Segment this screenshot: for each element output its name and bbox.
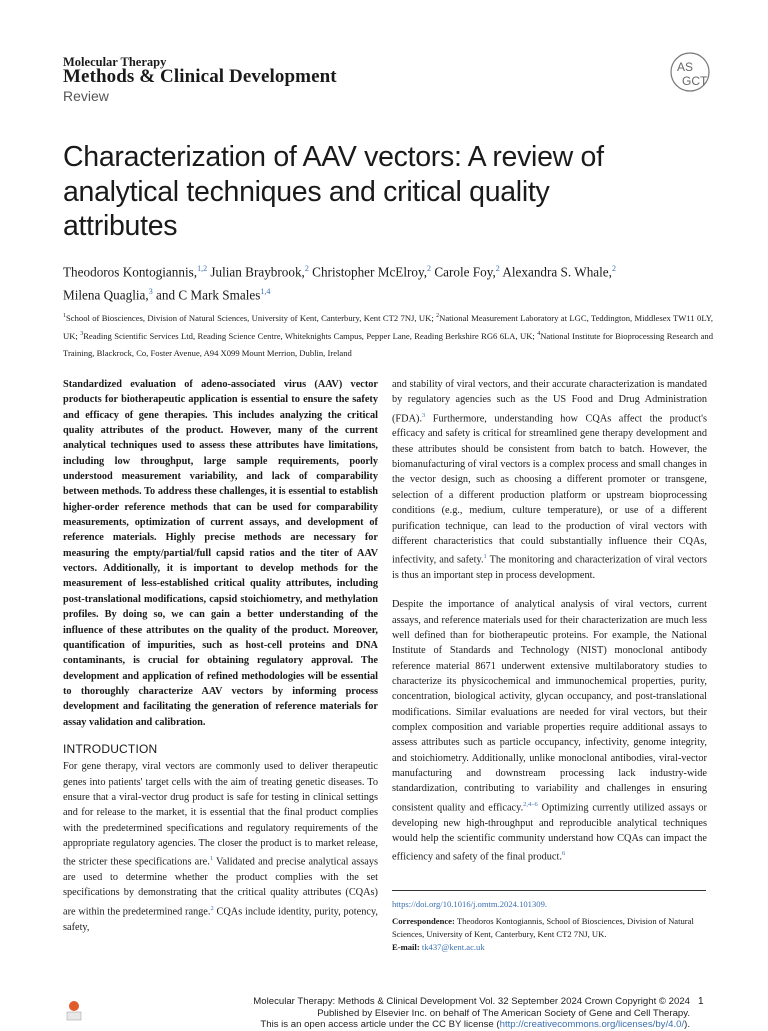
citation-link[interactable]: 2 bbox=[210, 904, 214, 912]
svg-text:GCT: GCT bbox=[682, 74, 708, 88]
svg-text:AS: AS bbox=[677, 60, 694, 74]
author-3: Christopher McElroy, bbox=[312, 264, 428, 280]
right-column bbox=[392, 377, 707, 865]
journal-name-small: Molecular Therapy bbox=[63, 55, 167, 69]
citation-link[interactable]: 1 bbox=[209, 855, 214, 863]
citation-link[interactable]: 1 bbox=[483, 553, 487, 561]
author-affiliation-ref[interactable]: 1,2 bbox=[197, 264, 208, 273]
page-number: 1 bbox=[698, 996, 704, 1007]
footnotes: https://doi.org/10.1016/j.omtm.2024.101309. Correspondence: Theodoros Kontogiannis, School of Biosciences, Division of Natural Sciences, University of Kent, Canterbury, Kent CT2 7NJ, UK. E-mail: tk437@kent.ac.uk bbox=[392, 899, 694, 952]
citation-link[interactable]: 6 bbox=[561, 850, 566, 858]
article-title: Characterization of AAV vectors: A review of analytical techniques and critical quality attributes bbox=[63, 141, 604, 242]
section-heading-introduction: INTRODUCTION bbox=[63, 741, 158, 756]
affiliations: $^1$School of Biosciences, Division of Natural Sciences, University of Kent, Canterbury, Kent CT2 7NJ, UK; $^2$National Measurement Laboratory at LGC, Teddington, Middlesex TW11 0LY, UK; $^3$Reading Scientific Services Ltd, Reading Science Centre, Whiteknights Campus, Pepper Lane, Reading Berkshire RG6 6LA, UK; $^4$National Institute for Bioprocessing Research and Training, Blackrock, Co, Foster Avenue, A94 X099 Mount Merrion, Dublin, Ireland bbox=[63, 312, 713, 358]
body-paragraph: and stability of viral vectors, and their accurate characterization is mandated by regulatory agencies such as the US Food and Drug Administration (FDA).$^3$ Furthermore, understanding how CQAs affect the product's efficacy and safety is critical for streamlined gene therapy development and these attributes should be consistent from batch to batch. However, the biomanufacturing of viral vectors is a complex process and small changes in the vector design, such as choosing a different promoter or transgene, selection of a different production platform or upstream bioprocessing conditions (e.g., medium, culture temperature), or use of a different purification technique, can lead to the production of viral vectors with different characteristics that could substantially influence their CQAs, infectivity, and safety.$^1$ The monitoring and characterization of viral vectors is thus an important step in process development. bbox=[392, 379, 707, 581]
citation-link[interactable]: 3 bbox=[422, 411, 426, 419]
author-affiliation-ref[interactable]: 2 bbox=[304, 264, 309, 273]
article-type: Review bbox=[63, 88, 109, 104]
author-6: Milena Quaglia, bbox=[63, 287, 149, 303]
page-footer: Molecular Therapy: Methods & Clinical Development Vol. 32 September 2024 Crown Copyright © 2024 Published by Elsevier Inc. on behalf of The American Society of Gene and Cell Therapy. This is an open access article under the CC BY license (http://creativecommons.org/licenses/by/4.0/). bbox=[253, 996, 690, 1030]
author-7: and C Mark Smales bbox=[156, 287, 261, 303]
author-2: Julian Braybrook, bbox=[210, 264, 305, 280]
journal-name-large: Methods & Clinical Development bbox=[63, 66, 337, 87]
intro-paragraph: For gene therapy, viral vectors are commonly used to deliver therapeutic genes into patients' target cells with the aim of treating genetic diseases. To ensure that a viral-vector drug product is safe for testing in clinical settings and for release to the market, it is essential that the final product complies with the predetermined specifications and regulatory requirements of the appropriate regulatory agencies. The closer the product is to market release, the stricter these specifications are.$^1$ Validated and precise analytical assays are used to determine whether the product complies with the set specifications by demonstrating that the critical quality attributes (CQAs) are within the predetermined range.$^2$ CQAs include identity, purity, potency, safety, bbox=[63, 761, 378, 933]
author-1: Theodoros Kontogiannis, bbox=[63, 264, 198, 280]
doi-link[interactable]: https://doi.org/10.1016/j.omtm.2024.101309. bbox=[392, 899, 548, 909]
author-5: Alexandra S. Whale, bbox=[502, 264, 612, 280]
body-paragraph: Despite the importance of analytical analysis of viral vectors, current assays, and reference materials used for their characterization are much less well defined than for biotherapeutic proteins. For example, the National Institute of Standards and Technology (NIST) monoclonal antibody reference material 8671 underwent extensive multilaboratory studies to characterize its physicochemical and immunochemical properties, purity, concentration, biological activity, glycan occupancy, and post-translational modifications. Similar evaluations are needed for viral vectors, but their complex composition and variable properties require additional assays to assess attributes such as particle occupancy, infectivity, genome integrity, and stoichiometry. Additionally, unlike monoclonal antibodies, viral-vector manufacturing and downstream processing lack industry-wide standardization, contributing to variability and challenges in ensuring consistent quality and efficacy.$^{2,4-6}$ Optimizing currently utilized assays or developing new high-throughput and reproducible analytical techniques would help the scientific community understand how CQAs can impact the efficiency and safety of the final product.$^6$ bbox=[392, 599, 707, 863]
open-access-badge-icon[interactable] bbox=[64, 999, 84, 1021]
citation-link[interactable]: 2,4–6 bbox=[523, 800, 538, 808]
author-4: Carole Foy, bbox=[434, 264, 496, 280]
asgct-logo-icon bbox=[668, 50, 712, 94]
author-affiliation-ref[interactable]: 3 bbox=[148, 287, 153, 297]
author-list bbox=[63, 259, 723, 306]
footnote-divider bbox=[392, 890, 706, 891]
license-link[interactable]: http://creativecommons.org/licenses/by/4.0/ bbox=[499, 1019, 685, 1030]
email-link[interactable]: tk437@kent.ac.uk bbox=[419, 942, 485, 952]
author-affiliation-ref[interactable]: 1,4 bbox=[260, 287, 271, 297]
author-affiliation-ref[interactable]: 2 bbox=[495, 264, 500, 273]
abstract: Standardized evaluation of adeno-associated virus (AAV) vector products for biotherapeutic application is essential to ensure the safety and efficacy of gene therapies. This includes analyzing the critical quality attributes of the product. However, many of the current analytical techniques used to assess these attributes have limitations, including low throughput, large sample requirements, poorly understood measurement variability, and lack of comparability between methods. To address these challenges, it is essential to establish higher-order reference methods that can be used for comparability measurements, optimization of current assays, and development of reference materials. Highly precise methods are necessary for measuring the empty/partial/full capsid ratios and the titer of AAV vectors. Additionally, it is important to develop methods for the measurement of less-established critical quality attributes, including post-translational modifications, capsid stoichiometry, and methylation profiles. By doing so, we can gain a better understanding of the influence of these attributes on the quality of the product. Moreover, quantification of impurities, such as host-cell proteins and DNA contaminants, is crucial for obtaining regulatory approval. The development and application of refined methodologies will be essential to thoroughly characterize AAV vectors by informing process development and facilitating the generation of reference materials for assay validation and calibration. bbox=[63, 379, 378, 728]
author-affiliation-ref[interactable]: 2 bbox=[427, 264, 432, 273]
author-affiliation-ref[interactable]: 2 bbox=[611, 264, 616, 273]
left-column bbox=[63, 377, 378, 935]
